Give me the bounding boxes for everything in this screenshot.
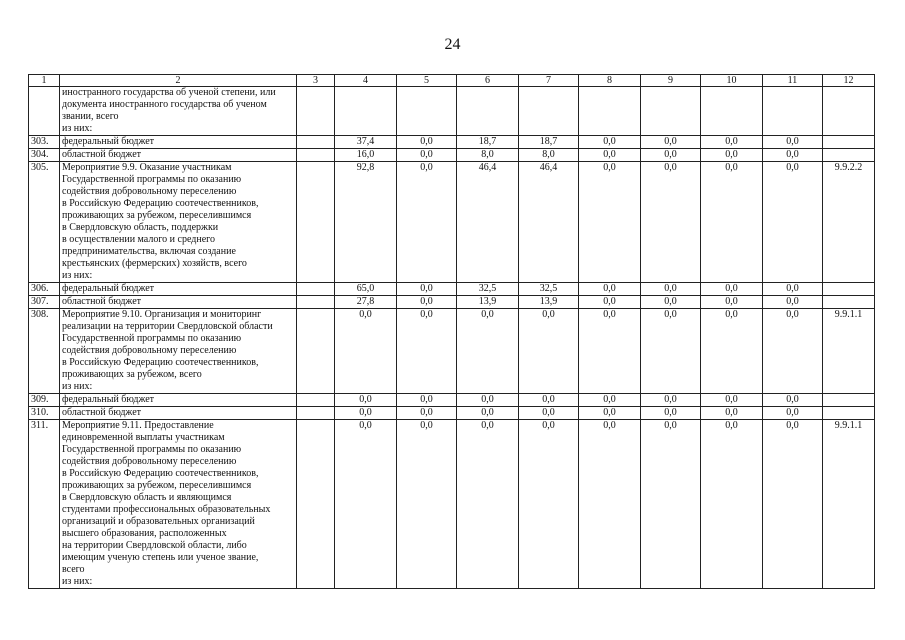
description-line: реализации на территории Свердловской области <box>62 321 273 332</box>
value-cell: 37,4 <box>335 136 397 149</box>
value-cell: 18,7 <box>519 136 579 149</box>
target-code-cell <box>823 283 875 296</box>
value-cell <box>335 87 397 136</box>
column-header: 4 <box>335 75 397 87</box>
description-line: из них: <box>62 270 93 281</box>
value-cell: 0,0 <box>701 149 763 162</box>
description-line: областной бюджет <box>62 407 142 418</box>
value-cell: 0,0 <box>579 309 641 394</box>
value-cell: 0,0 <box>763 162 823 283</box>
column-header: 10 <box>701 75 763 87</box>
column-header: 9 <box>641 75 701 87</box>
table-row <box>29 309 875 394</box>
description-line: всего <box>62 564 85 575</box>
value-cell: 0,0 <box>641 149 701 162</box>
description-line: в Российскую Федерацию соотечественников, <box>62 468 259 479</box>
row-number: 303. <box>29 136 60 149</box>
row-number: 311. <box>29 420 60 589</box>
value-cell: 0,0 <box>335 394 397 407</box>
column-header: 11 <box>763 75 823 87</box>
column-3-cell <box>297 149 335 162</box>
table-header-row <box>29 75 875 87</box>
table-row <box>29 87 875 136</box>
value-cell: 0,0 <box>579 283 641 296</box>
target-code-cell <box>823 296 875 309</box>
column-header: 2 <box>60 75 297 87</box>
value-cell: 0,0 <box>701 394 763 407</box>
description-line: в Свердловскую область, поддержки <box>62 222 219 233</box>
description-line: федеральный бюджет <box>62 394 155 405</box>
table-row <box>29 420 875 589</box>
value-cell <box>519 87 579 136</box>
value-cell: 0,0 <box>397 283 457 296</box>
value-cell <box>397 87 457 136</box>
value-cell: 0,0 <box>397 394 457 407</box>
value-cell: 0,0 <box>397 162 457 283</box>
value-cell: 0,0 <box>763 309 823 394</box>
description-line: областной бюджет <box>62 149 142 160</box>
row-number: 308. <box>29 309 60 394</box>
row-description <box>60 407 297 420</box>
value-cell: 0,0 <box>579 149 641 162</box>
column-3-cell <box>297 420 335 589</box>
value-cell: 46,4 <box>519 162 579 283</box>
value-cell: 0,0 <box>641 136 701 149</box>
value-cell: 92,8 <box>335 162 397 283</box>
value-cell <box>763 87 823 136</box>
value-cell: 0,0 <box>457 420 519 589</box>
value-cell: 8,0 <box>457 149 519 162</box>
value-cell: 0,0 <box>579 136 641 149</box>
description-line: в Российскую Федерацию соотечественников, <box>62 357 259 368</box>
row-number <box>29 87 60 136</box>
column-header: 1 <box>29 75 60 87</box>
value-cell: 0,0 <box>641 283 701 296</box>
value-cell: 0,0 <box>763 283 823 296</box>
value-cell: 32,5 <box>457 283 519 296</box>
value-cell: 0,0 <box>519 309 579 394</box>
target-code-cell <box>823 394 875 407</box>
description-line: организаций и образовательных организаций <box>62 516 255 527</box>
value-cell: 0,0 <box>641 296 701 309</box>
target-code-cell: 9.9.2.2 <box>823 162 875 283</box>
description-line: единовременной выплаты участникам <box>62 432 225 443</box>
page-number: 24 <box>444 36 461 53</box>
column-3-cell <box>297 296 335 309</box>
description-line: областной бюджет <box>62 296 142 307</box>
target-code-cell <box>823 136 875 149</box>
target-code-cell <box>823 149 875 162</box>
value-cell: 13,9 <box>519 296 579 309</box>
description-line: в Российскую Федерацию соотечественников, <box>62 198 259 209</box>
value-cell: 0,0 <box>519 394 579 407</box>
column-header: 5 <box>397 75 457 87</box>
value-cell: 0,0 <box>701 407 763 420</box>
value-cell: 0,0 <box>457 407 519 420</box>
value-cell: 0,0 <box>579 296 641 309</box>
column-3-cell <box>297 136 335 149</box>
description-line: содействия добровольному переселению <box>62 186 237 197</box>
value-cell <box>701 87 763 136</box>
target-code-cell: 9.9.1.1 <box>823 420 875 589</box>
row-number: 305. <box>29 162 60 283</box>
value-cell: 0,0 <box>397 309 457 394</box>
value-cell: 0,0 <box>763 296 823 309</box>
description-line: содействия добровольному переселению <box>62 456 237 467</box>
value-cell <box>579 87 641 136</box>
value-cell: 27,8 <box>335 296 397 309</box>
value-cell: 0,0 <box>641 309 701 394</box>
description-line: федеральный бюджет <box>62 283 155 294</box>
value-cell: 0,0 <box>641 162 701 283</box>
description-line: Мероприятие 9.10. Организация и мониторинг <box>62 309 262 320</box>
table-row <box>29 149 875 162</box>
description-line: Мероприятие 9.11. Предоставление <box>62 420 214 431</box>
column-header: 3 <box>297 75 335 87</box>
value-cell: 0,0 <box>457 394 519 407</box>
value-cell: 0,0 <box>701 309 763 394</box>
table-row <box>29 162 875 283</box>
description-line: Государственной программы по оказанию <box>62 174 242 185</box>
value-cell: 0,0 <box>397 149 457 162</box>
description-line: предпринимательства, включая создание <box>62 246 236 257</box>
value-cell: 0,0 <box>579 162 641 283</box>
value-cell: 0,0 <box>335 420 397 589</box>
row-description <box>60 283 297 296</box>
value-cell: 0,0 <box>519 420 579 589</box>
column-header: 12 <box>823 75 875 87</box>
value-cell <box>457 87 519 136</box>
row-description <box>60 149 297 162</box>
value-cell: 18,7 <box>457 136 519 149</box>
description-line: из них: <box>62 576 93 587</box>
row-description <box>60 162 297 283</box>
target-code-cell <box>823 87 875 136</box>
row-description <box>60 309 297 394</box>
description-line: иностранного государства об ученой степени, или <box>62 87 276 98</box>
row-description <box>60 296 297 309</box>
value-cell: 0,0 <box>701 136 763 149</box>
value-cell: 0,0 <box>335 309 397 394</box>
value-cell: 8,0 <box>519 149 579 162</box>
row-description <box>60 394 297 407</box>
column-3-cell <box>297 87 335 136</box>
description-line: в осуществлении малого и среднего <box>62 234 216 245</box>
column-3-cell <box>297 309 335 394</box>
table-row <box>29 136 875 149</box>
value-cell: 0,0 <box>763 136 823 149</box>
description-line: проживающих за рубежом, переселившимся <box>62 480 252 491</box>
column-header: 7 <box>519 75 579 87</box>
table-row <box>29 394 875 407</box>
value-cell: 13,9 <box>457 296 519 309</box>
value-cell: 0,0 <box>335 407 397 420</box>
value-cell: 16,0 <box>335 149 397 162</box>
description-line: из них: <box>62 123 93 134</box>
description-line: проживающих за рубежом, всего <box>62 369 202 380</box>
value-cell: 0,0 <box>397 407 457 420</box>
column-3-cell <box>297 283 335 296</box>
row-number: 309. <box>29 394 60 407</box>
row-number: 310. <box>29 407 60 420</box>
table-row <box>29 407 875 420</box>
value-cell <box>641 87 701 136</box>
column-header: 8 <box>579 75 641 87</box>
description-line: Государственной программы по оказанию <box>62 444 242 455</box>
value-cell: 0,0 <box>397 420 457 589</box>
value-cell: 0,0 <box>519 407 579 420</box>
value-cell: 0,0 <box>641 420 701 589</box>
description-line: крестьянских (фермерских) хозяйств, всего <box>62 258 247 269</box>
value-cell: 65,0 <box>335 283 397 296</box>
description-line: из них: <box>62 381 93 392</box>
description-line: на территории Свердловской области, либо <box>62 540 247 551</box>
value-cell: 0,0 <box>397 296 457 309</box>
row-number: 307. <box>29 296 60 309</box>
value-cell: 0,0 <box>579 407 641 420</box>
row-description <box>60 420 297 589</box>
value-cell: 0,0 <box>701 296 763 309</box>
column-header: 6 <box>457 75 519 87</box>
value-cell: 0,0 <box>763 420 823 589</box>
description-line: документа иностранного государства об ученом <box>62 99 267 110</box>
value-cell: 0,0 <box>641 394 701 407</box>
description-line: Мероприятие 9.9. Оказание участникам <box>62 162 232 173</box>
description-line: высшего образования, расположенных <box>62 528 227 539</box>
description-line: имеющим ученую степень или ученое звание, <box>62 552 259 563</box>
description-line: Государственной программы по оказанию <box>62 333 242 344</box>
value-cell: 0,0 <box>457 309 519 394</box>
description-line: в Свердловскую область и являющимся <box>62 492 232 503</box>
row-description <box>60 136 297 149</box>
value-cell: 0,0 <box>397 136 457 149</box>
column-3-cell <box>297 394 335 407</box>
table-row <box>29 296 875 309</box>
value-cell: 46,4 <box>457 162 519 283</box>
value-cell: 0,0 <box>763 149 823 162</box>
value-cell: 0,0 <box>763 407 823 420</box>
row-number: 306. <box>29 283 60 296</box>
value-cell: 0,0 <box>579 420 641 589</box>
value-cell: 0,0 <box>701 420 763 589</box>
value-cell: 0,0 <box>701 162 763 283</box>
description-line: проживающих за рубежом, переселившимся <box>62 210 252 221</box>
description-line: федеральный бюджет <box>62 136 155 147</box>
column-3-cell <box>297 162 335 283</box>
value-cell: 0,0 <box>701 283 763 296</box>
description-line: содействия добровольному переселению <box>62 345 237 356</box>
value-cell: 0,0 <box>641 407 701 420</box>
description-line: студентами профессиональных образовательных <box>62 504 271 515</box>
target-code-cell: 9.9.1.1 <box>823 309 875 394</box>
target-code-cell <box>823 407 875 420</box>
value-cell: 0,0 <box>763 394 823 407</box>
value-cell: 32,5 <box>519 283 579 296</box>
row-number: 304. <box>29 149 60 162</box>
description-line: звании, всего <box>62 111 119 122</box>
budget-table <box>28 74 875 589</box>
value-cell: 0,0 <box>579 394 641 407</box>
column-3-cell <box>297 407 335 420</box>
table-row <box>29 283 875 296</box>
row-description <box>60 87 297 136</box>
